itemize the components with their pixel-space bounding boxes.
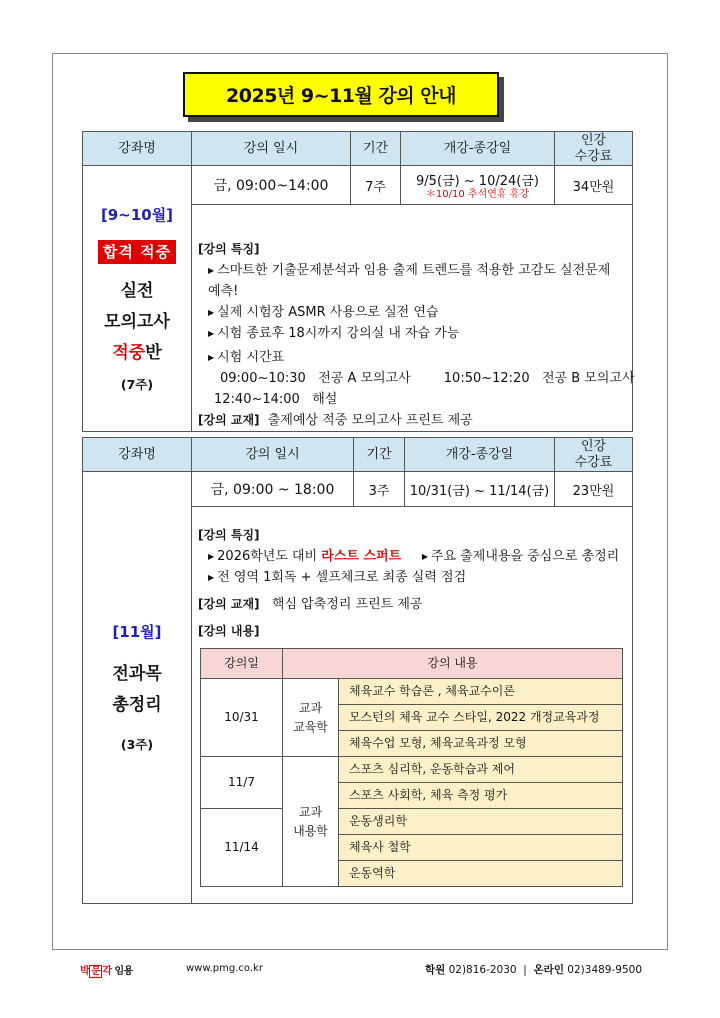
header-fee-line1: 인강	[580, 132, 607, 148]
header-schedule: 강의 일시	[192, 132, 351, 166]
content-subject: 체육사 철학	[339, 835, 623, 861]
course2-textbook-title: [강의 교재]	[198, 597, 260, 611]
course2-textbook-row	[198, 594, 626, 615]
course1-feature-2: ▶ 실제 시험장 ASMR 사용으로 실전 연습	[208, 305, 439, 320]
course1-period: 7주	[351, 166, 401, 205]
course1-feature-3: ▶ 시험 종료후 18시까지 강의실 내 자습 가능	[208, 326, 460, 341]
online-phone: 02)3489-9500	[563, 964, 642, 976]
content-header-content: 강의 내용	[283, 649, 623, 679]
content-day-3: 11/14	[201, 809, 283, 887]
course2-fee: 23만원	[555, 472, 633, 507]
header-name: 강좌명	[83, 132, 192, 166]
course1-schedule: 금, 09:00~14:00	[192, 166, 351, 205]
brand-logo: 박 문 각 임용	[80, 966, 133, 977]
header-fee	[555, 438, 633, 472]
content-subject: 운동생리학	[339, 809, 623, 835]
course-table-2	[82, 437, 633, 904]
course1-name-line2: 모의고사	[104, 311, 170, 332]
header-name: 강좌명	[83, 438, 192, 472]
contact-phones	[425, 962, 642, 977]
header-dates: 개강-종강일	[405, 438, 555, 472]
triangle-bullet-icon: ▶	[208, 573, 215, 582]
page-title: 2025년 9~11월 강의 안내	[183, 72, 499, 117]
content-subject: 스포츠 사회학, 체육 측정 평가	[339, 783, 623, 809]
course2-content-title: [강의 내용]	[198, 624, 260, 638]
content-category-1: 교과 교육학	[283, 679, 339, 757]
course2-month: [11월]	[112, 623, 162, 641]
course1-timetable-line2: 12:40~14:00 해설	[214, 392, 338, 407]
content-category-2: 교과 내용학	[283, 757, 339, 887]
course1-name-cell	[83, 166, 192, 432]
course2-features-title: [강의 특징]	[198, 528, 260, 542]
header-fee-line1: 인강	[580, 438, 607, 454]
course2-textbook: 핵심 압축정리 프린트 제공	[271, 597, 423, 612]
content-subject: 체육교수 학습론 , 체육교수이론	[339, 679, 623, 705]
header-fee-line2: 수강료	[574, 148, 613, 164]
course1-name-line3	[83, 338, 191, 369]
course2-schedule: 금, 09:00 ~ 18:00	[192, 472, 354, 507]
course1-fee: 34만원	[555, 166, 633, 205]
course2-feature-1: ▶ 2026학년도 대비 라스트 스퍼트 ▶ 주요 출제내용을 중심으로 총정리	[208, 549, 620, 564]
content-subject: 모스턴의 체육 교수 스타일, 2022 개정교육과정	[339, 705, 623, 731]
course1-weeks: (7주)	[120, 376, 154, 392]
course2-weeks: (3주)	[120, 737, 154, 752]
content-subject: 체육수업 모형, 체육교육과정 모형	[339, 731, 623, 757]
content-day-1: 10/31	[201, 679, 283, 757]
academy-phone: 02)816-2030	[445, 964, 517, 976]
course1-name-red: 적중	[112, 342, 146, 363]
content-header-day: 강의일	[201, 649, 283, 679]
header-fee	[555, 132, 633, 166]
course1-badge: 합격 적중	[98, 240, 176, 264]
course1-textbook-title: [강의 교재]	[198, 413, 260, 427]
course2-name-line2: 총정리	[112, 695, 162, 715]
content-subject: 운동역학	[339, 861, 623, 887]
course1-description	[192, 205, 633, 432]
footer	[80, 960, 650, 980]
course1-feature-1: ▶ 스마트한 기출문제분석과 임용 출제 트렌드를 적용한 고감도 실전문제 예측!	[208, 263, 611, 299]
course2-description	[192, 507, 633, 904]
course1-textbook: 출제예상 적중 모의고사 프린트 제공	[267, 413, 473, 428]
course2-feature-2: ▶ 전 영역 1회독 + 셀프체크로 최종 실력 점검	[208, 570, 467, 585]
header-schedule: 강의 일시	[192, 438, 354, 472]
course-table-1	[82, 131, 633, 432]
header-period: 기간	[351, 132, 401, 166]
triangle-bullet-icon: ▶	[208, 266, 215, 275]
course1-name-rest: 반	[145, 342, 162, 363]
header-dates: 개강-종강일	[401, 132, 555, 166]
academy-label: 학원	[424, 964, 446, 976]
course1-note: ＊10/10 추석연휴 휴강	[425, 188, 530, 200]
triangle-bullet-icon: ▶	[208, 329, 215, 338]
course2-content-table	[200, 648, 623, 887]
course2-name-line1: 전과목	[112, 664, 162, 684]
course2-name-cell	[83, 472, 192, 904]
header-period: 기간	[354, 438, 405, 472]
course1-timetable-line1: 09:00~10:30 전공 A 모의고사 10:50~12:20 전공 B 모의고사	[220, 371, 635, 386]
course1-name-line1: 실전	[120, 280, 154, 301]
course1-dates: 9/5(금) ~ 10/24(금)	[416, 173, 539, 189]
triangle-bullet-icon: ▶	[208, 308, 215, 317]
course1-month: [9~10월]	[100, 205, 174, 224]
triangle-bullet-icon: ▶	[421, 552, 428, 561]
header-fee-line2: 수강료	[574, 454, 613, 470]
course1-textbook-row	[198, 410, 626, 431]
course1-feature-4: ▶ 시험 시간표	[208, 350, 285, 365]
course2-dates: 10/31(금) ~ 11/14(금)	[405, 472, 555, 507]
course1-features-title: [강의 특징]	[198, 242, 260, 256]
course2-period: 3주	[354, 472, 405, 507]
separator: |	[523, 964, 527, 976]
triangle-bullet-icon: ▶	[208, 552, 215, 561]
content-subject: 스포츠 심리학, 운동학습과 제어	[339, 757, 623, 783]
course1-dates-cell	[401, 166, 555, 205]
triangle-bullet-icon: ▶	[208, 353, 215, 362]
content-day-2: 11/7	[201, 757, 283, 809]
website-link[interactable]: www.pmg.co.kr	[186, 963, 263, 974]
online-label: 온라인	[533, 964, 564, 976]
